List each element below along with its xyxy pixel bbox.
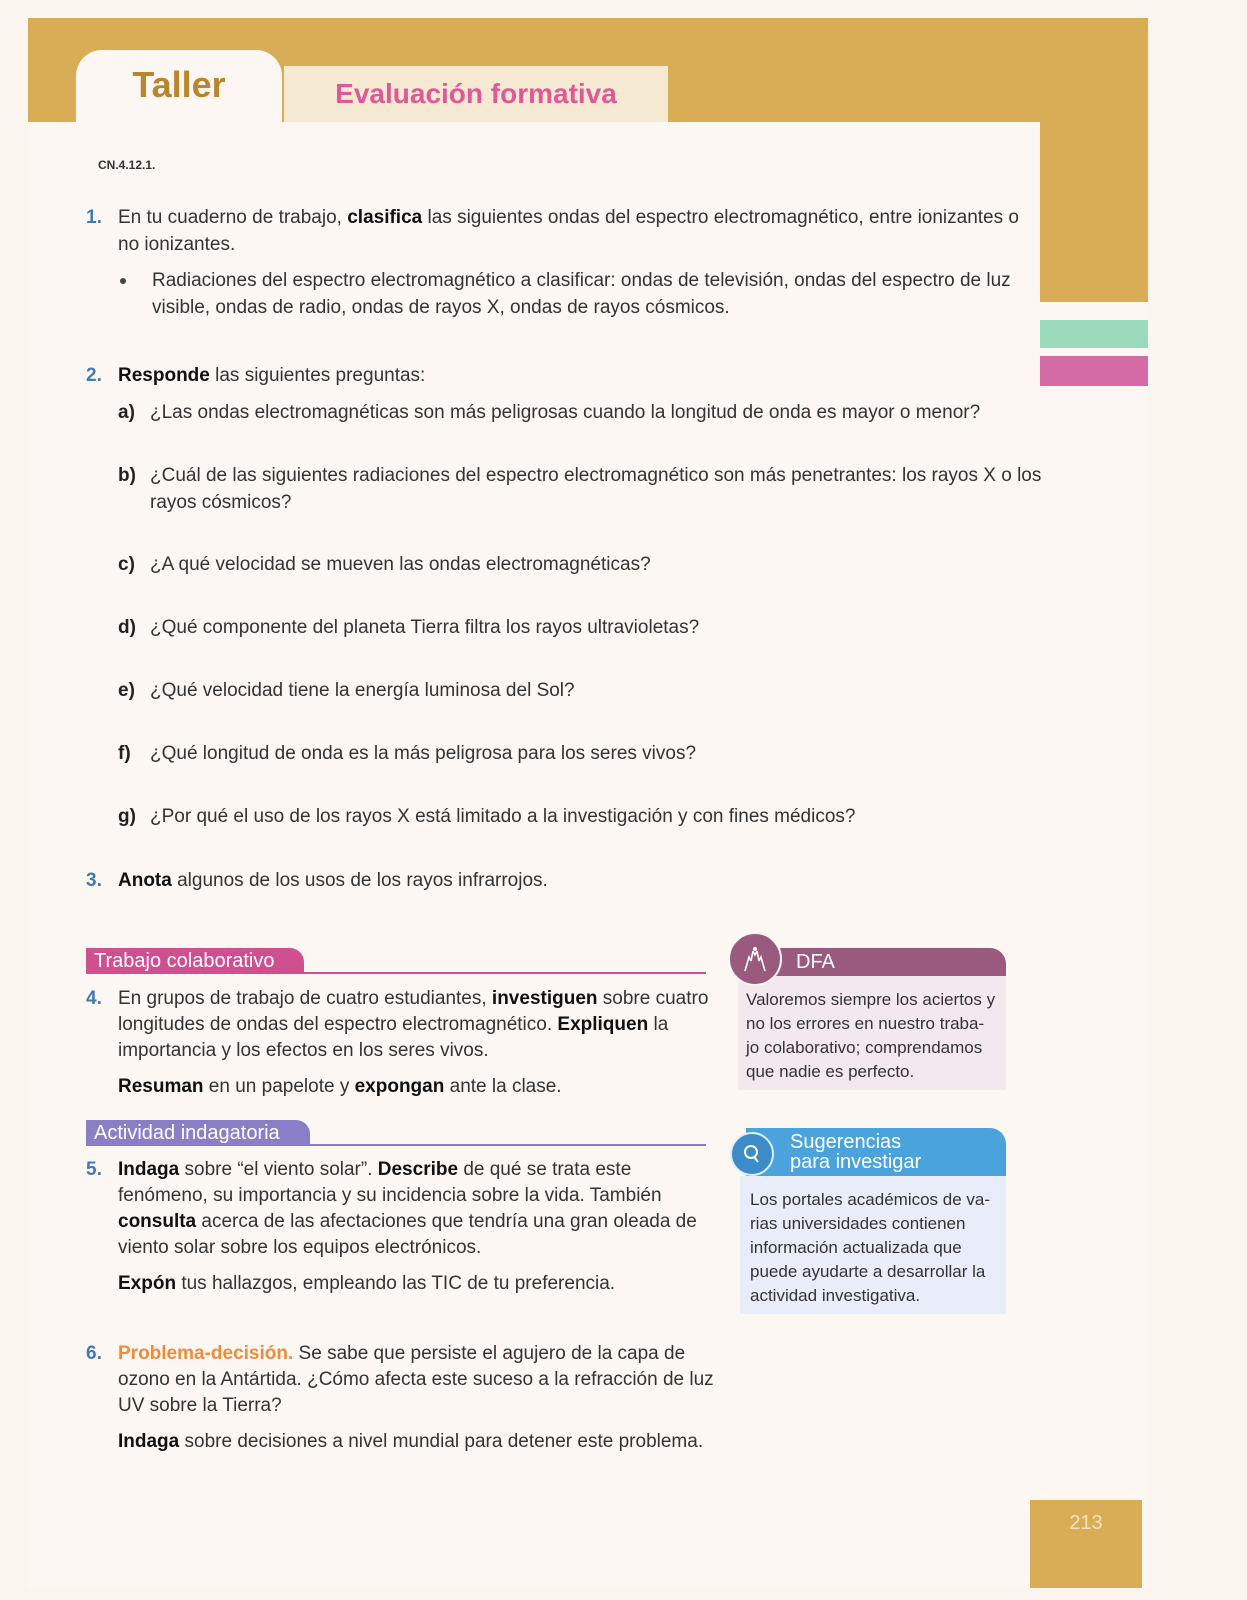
problem-line-2: ozono en la Antártida. ¿Cómo afecta este suceso a la refracción de luz bbox=[118, 1369, 714, 1390]
item-letter: f) bbox=[118, 743, 131, 764]
page-number: 213 bbox=[1030, 1500, 1142, 1588]
question-number: 3. bbox=[86, 870, 102, 891]
item-letter: g) bbox=[118, 806, 136, 827]
problem-line-1: Problema-decisión. Se sabe que persiste el agujero de la capa de bbox=[118, 1343, 686, 1364]
magnifier-icon bbox=[730, 1132, 774, 1176]
research-header bbox=[746, 1128, 1006, 1176]
inquiry-line-5: Expón tus hallazgos, empleando las TIC de tu preferencia. bbox=[118, 1273, 616, 1294]
side-band bbox=[1040, 122, 1148, 302]
green-strip bbox=[1040, 320, 1148, 348]
research-line: rias universidades contienen bbox=[750, 1214, 966, 1233]
inquiry-line-3: consulta acerca de las afectaciones que tendría una gran oleada de bbox=[118, 1211, 697, 1232]
dfa-line: que nadie es perfecto. bbox=[746, 1062, 915, 1081]
bullet-line-2: visible, ondas de radio, ondas de rayos X, ondas de rayos cósmicos. bbox=[152, 297, 730, 318]
item-letter: e) bbox=[118, 680, 135, 701]
research-line: Los portales académicos de va- bbox=[750, 1190, 991, 1209]
curriculum-code: CN.4.12.1. bbox=[98, 158, 156, 172]
dfa-line: Valoremos siempre los aciertos y bbox=[746, 990, 996, 1009]
problem-line-4: Indaga sobre decisiones a nivel mundial para detener este problema. bbox=[118, 1431, 704, 1452]
item-b-text-line-2: rayos cósmicos? bbox=[150, 492, 292, 513]
question-number: 4. bbox=[86, 988, 102, 1009]
collab-line-1: En grupos de trabajo de cuatro estudiantes, investiguen sobre cuatro bbox=[118, 988, 709, 1009]
item-a-text: ¿Las ondas electromagnéticas son más peligrosas cuando la longitud de onda es mayor o menor? bbox=[150, 402, 981, 423]
item-g-text: ¿Por qué el uso de los rayos X está limitado a la investigación y con fines médicos? bbox=[150, 806, 856, 827]
inquiry-line-4: viento solar sobre los equipos electrónicos. bbox=[118, 1237, 482, 1258]
item-b-text-line-1: ¿Cuál de las siguientes radiaciones del espectro electromagnético son más penetrantes: los rayos X o los bbox=[150, 465, 1042, 486]
collab-section-tag: Trabajo colaborativo bbox=[86, 948, 304, 974]
question-number: 2. bbox=[86, 365, 102, 386]
item-d-text: ¿Qué componente del planeta Tierra filtra los rayos ultravioletas? bbox=[150, 617, 700, 638]
question-2-prompt: Responde las siguientes preguntas: bbox=[118, 365, 426, 386]
research-title-line-1: Sugerencias bbox=[790, 1131, 902, 1153]
item-letter: b) bbox=[118, 465, 136, 486]
item-letter: c) bbox=[118, 554, 135, 575]
collab-line-2: longitudes de ondas del espectro electromagnético. Expliquen la bbox=[118, 1014, 669, 1035]
hands-icon bbox=[728, 932, 782, 986]
inquiry-divider bbox=[86, 1144, 706, 1146]
pink-strip bbox=[1040, 356, 1148, 386]
question-1-line-2: no ionizantes. bbox=[118, 234, 236, 255]
collab-divider bbox=[86, 972, 706, 974]
collab-line-3: importancia y los efectos en los seres vivos. bbox=[118, 1040, 489, 1061]
item-e-text: ¿Qué velocidad tiene la energía luminosa del Sol? bbox=[150, 680, 575, 701]
tab-evaluacion-formativa: Evaluación formativa bbox=[284, 66, 668, 122]
research-line: información actualizada que bbox=[750, 1238, 962, 1257]
research-title-line-2: para investigar bbox=[790, 1151, 922, 1173]
item-letter: a) bbox=[118, 402, 135, 423]
inquiry-section-tag: Actividad indagatoria bbox=[86, 1120, 310, 1146]
item-c-text: ¿A qué velocidad se mueven las ondas electromagnéticas? bbox=[150, 554, 651, 575]
inquiry-line-2: fenómeno, su importancia y su incidencia sobre la vida. También bbox=[118, 1185, 662, 1206]
question-number: 6. bbox=[86, 1343, 102, 1364]
research-line: actividad investigativa. bbox=[750, 1286, 921, 1305]
dfa-box bbox=[738, 976, 1006, 1090]
question-number: 1. bbox=[86, 207, 102, 228]
item-letter: d) bbox=[118, 617, 136, 638]
bullet bbox=[120, 278, 126, 284]
dfa-line: no los errores en nuestro traba- bbox=[746, 1014, 985, 1033]
magnifier-icon-glyph bbox=[741, 1143, 763, 1165]
question-1-line-1: En tu cuaderno de trabajo, clasifica las siguientes ondas del espectro electromagnético, entre ionizantes o bbox=[118, 207, 1019, 228]
problem-line-3: UV sobre la Tierra? bbox=[118, 1395, 282, 1416]
dfa-line: jo colaborativo; comprendamos bbox=[746, 1038, 983, 1057]
question-number: 5. bbox=[86, 1159, 102, 1180]
collab-line-4: Resuman en un papelote y expongan ante la clase. bbox=[118, 1076, 562, 1097]
research-line: puede ayudarte a desarrollar la bbox=[750, 1262, 986, 1281]
item-f-text: ¿Qué longitud de onda es la más peligrosa para los seres vivos? bbox=[150, 743, 697, 764]
hands-icon-glyph bbox=[739, 943, 771, 975]
tab-taller: Taller bbox=[76, 50, 282, 130]
inquiry-line-1: Indaga sobre “el viento solar”. Describe de qué se trata este bbox=[118, 1159, 632, 1180]
problem-decision-label: Problema-decisión. bbox=[118, 1343, 294, 1364]
bullet-line-1: Radiaciones del espectro electromagnético a clasificar: ondas de televisión, ondas del espectro de luz bbox=[152, 270, 1011, 291]
research-box bbox=[740, 1176, 1006, 1314]
question-3-text: Anota algunos de los usos de los rayos infrarrojos. bbox=[118, 870, 548, 891]
dfa-header: DFA bbox=[748, 948, 1006, 976]
